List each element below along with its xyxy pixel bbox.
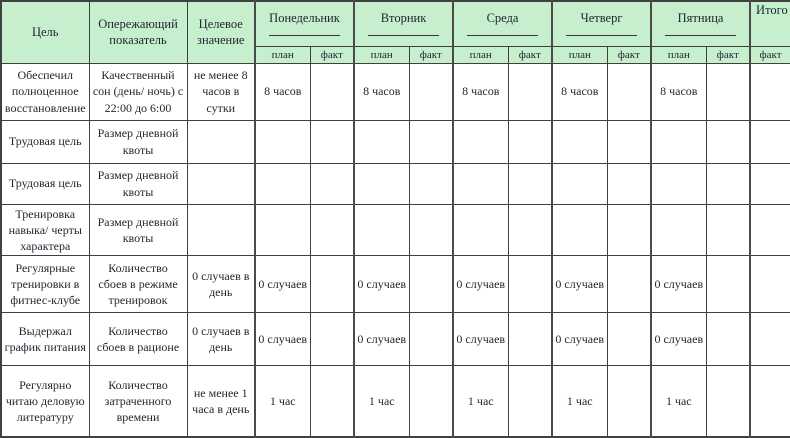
- plan-cell: [354, 204, 409, 256]
- fact-cell: [706, 313, 750, 366]
- plan-cell: 0 случаев: [651, 313, 706, 366]
- fact-cell: [310, 163, 354, 204]
- total-fact-cell: [750, 63, 790, 120]
- date-underline: [368, 35, 440, 36]
- plan-cell: 1 час: [552, 366, 607, 437]
- total-fact-subheader: факт: [750, 46, 790, 63]
- goal-cell: Трудовая цель: [1, 163, 89, 204]
- indicator-cell: Размер дневной квоты: [89, 204, 187, 256]
- plan-subheader: план: [453, 46, 508, 63]
- day-label: Вторник: [380, 11, 427, 25]
- fact-cell: [310, 204, 354, 256]
- plan-subheader: план: [552, 46, 607, 63]
- plan-cell: 0 случаев: [651, 256, 706, 313]
- plan-subheader: план: [354, 46, 409, 63]
- plan-cell: 0 случаев: [453, 313, 508, 366]
- fact-cell: [310, 313, 354, 366]
- table-row: [1, 163, 790, 204]
- fact-cell: [607, 163, 651, 204]
- indicator-cell: Количество сбоев в рационе: [89, 313, 187, 366]
- indicator-cell: Размер дневной квоты: [89, 120, 187, 163]
- plan-cell: 8 часов: [255, 63, 310, 120]
- fact-cell: [310, 63, 354, 120]
- plan-cell: 0 случаев: [354, 256, 409, 313]
- fact-cell: [706, 366, 750, 437]
- date-underline: [665, 35, 737, 36]
- fact-cell: [409, 256, 453, 313]
- table-row: [1, 120, 790, 163]
- plan-cell: [255, 163, 310, 204]
- plan-cell: [651, 163, 706, 204]
- col-header-target: Целевое значение: [187, 1, 255, 63]
- total-fact-cell: [750, 313, 790, 366]
- plan-cell: 1 час: [651, 366, 706, 437]
- plan-cell: 0 случаев: [255, 256, 310, 313]
- plan-cell: [255, 120, 310, 163]
- fact-cell: [508, 63, 552, 120]
- table-row: [1, 204, 790, 256]
- fact-subheader: факт: [409, 46, 453, 63]
- goal-cell: Выдержал график питания: [1, 313, 89, 366]
- plan-cell: [453, 163, 508, 204]
- plan-cell: [651, 204, 706, 256]
- date-underline: [269, 35, 341, 36]
- col-header-tuesday: [354, 1, 453, 46]
- plan-cell: [552, 204, 607, 256]
- total-fact-cell: [750, 120, 790, 163]
- col-header-indicator: Опережающий показатель: [89, 1, 187, 63]
- day-label: Среда: [486, 11, 519, 25]
- plan-cell: 8 часов: [651, 63, 706, 120]
- target-cell: [187, 204, 255, 256]
- indicator-cell: Количество затраченного времени: [89, 366, 187, 437]
- plan-cell: 8 часов: [552, 63, 607, 120]
- col-header-monday: [255, 1, 354, 46]
- total-fact-cell: [750, 163, 790, 204]
- target-cell: 0 случаев в день: [187, 313, 255, 366]
- fact-cell: [310, 366, 354, 437]
- table-row: [1, 256, 790, 313]
- plan-cell: 1 час: [453, 366, 508, 437]
- col-header-total: Итого: [750, 1, 790, 46]
- day-label: Понедельник: [269, 11, 340, 25]
- day-label: Четверг: [580, 11, 623, 25]
- fact-cell: [706, 204, 750, 256]
- goal-cell: Трудовая цель: [1, 120, 89, 163]
- plan-cell: [552, 120, 607, 163]
- goal-cell: Регулярные тренировки в фитнес-клубе: [1, 256, 89, 313]
- target-cell: 0 случаев в день: [187, 256, 255, 313]
- plan-cell: 0 случаев: [453, 256, 508, 313]
- col-header-friday: [651, 1, 750, 46]
- fact-cell: [706, 120, 750, 163]
- plan-cell: [552, 163, 607, 204]
- plan-cell: 8 часов: [453, 63, 508, 120]
- header-row-days: [1, 1, 790, 46]
- fact-cell: [607, 63, 651, 120]
- total-fact-cell: [750, 256, 790, 313]
- fact-cell: [607, 313, 651, 366]
- target-cell: не менее 8 часов в сутки: [187, 63, 255, 120]
- plan-cell: [453, 120, 508, 163]
- fact-cell: [409, 163, 453, 204]
- plan-subheader: план: [651, 46, 706, 63]
- fact-cell: [706, 256, 750, 313]
- indicator-cell: Количество сбоев в режиме тренировок: [89, 256, 187, 313]
- total-fact-cell: [750, 366, 790, 437]
- day-label: Пятница: [677, 11, 724, 25]
- total-fact-cell: [750, 204, 790, 256]
- fact-cell: [508, 163, 552, 204]
- fact-cell: [409, 366, 453, 437]
- fact-cell: [310, 256, 354, 313]
- date-underline: [566, 35, 638, 36]
- target-cell: [187, 163, 255, 204]
- indicator-cell: Размер дневной квоты: [89, 163, 187, 204]
- fact-subheader: факт: [508, 46, 552, 63]
- col-header-wednesday: [453, 1, 552, 46]
- plan-cell: 0 случаев: [255, 313, 310, 366]
- fact-cell: [508, 366, 552, 437]
- col-header-thursday: [552, 1, 651, 46]
- fact-cell: [409, 204, 453, 256]
- plan-subheader: план: [255, 46, 310, 63]
- plan-cell: 0 случаев: [552, 313, 607, 366]
- fact-cell: [706, 163, 750, 204]
- fact-subheader: факт: [607, 46, 651, 63]
- plan-cell: [354, 163, 409, 204]
- plan-cell: 0 случаев: [354, 313, 409, 366]
- plan-cell: [453, 204, 508, 256]
- plan-cell: 1 час: [255, 366, 310, 437]
- fact-cell: [508, 256, 552, 313]
- table-row: [1, 313, 790, 366]
- goal-cell: Обеспечил полноценное восстановление: [1, 63, 89, 120]
- fact-cell: [409, 120, 453, 163]
- fact-cell: [508, 204, 552, 256]
- fact-cell: [607, 366, 651, 437]
- table-row: [1, 63, 790, 120]
- fact-cell: [706, 63, 750, 120]
- fact-cell: [607, 204, 651, 256]
- fact-cell: [310, 120, 354, 163]
- plan-cell: [255, 204, 310, 256]
- goal-cell: Тренировка навыка/ черты характера: [1, 204, 89, 256]
- indicator-cell: Качественный сон (день/ ночь) с 22:00 до 6:00: [89, 63, 187, 120]
- plan-cell: [651, 120, 706, 163]
- fact-cell: [409, 63, 453, 120]
- plan-cell: [354, 120, 409, 163]
- col-header-goal: Цель: [1, 1, 89, 63]
- date-underline: [467, 35, 539, 36]
- fact-cell: [607, 120, 651, 163]
- target-cell: [187, 120, 255, 163]
- plan-cell: 0 случаев: [552, 256, 607, 313]
- fact-cell: [607, 256, 651, 313]
- fact-subheader: факт: [706, 46, 750, 63]
- goal-cell: Регулярно читаю деловую литературу: [1, 366, 89, 437]
- target-cell: не менее 1 часа в день: [187, 366, 255, 437]
- fact-cell: [409, 313, 453, 366]
- plan-cell: 1 час: [354, 366, 409, 437]
- plan-cell: 8 часов: [354, 63, 409, 120]
- fact-subheader: факт: [310, 46, 354, 63]
- table-row: [1, 366, 790, 437]
- fact-cell: [508, 120, 552, 163]
- fact-cell: [508, 313, 552, 366]
